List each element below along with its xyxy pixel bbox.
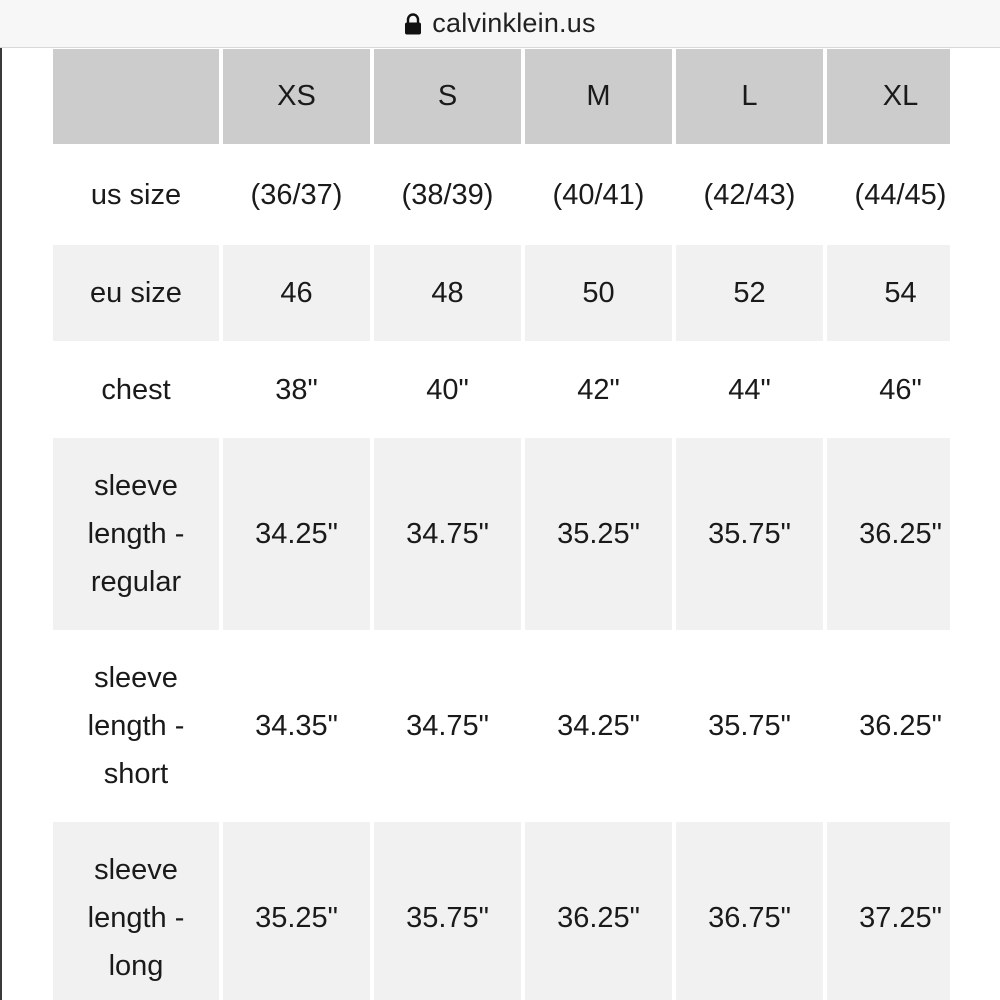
- table-cell: 54: [827, 245, 950, 341]
- header-cell-empty: [53, 49, 219, 144]
- table-cell: 50: [525, 245, 672, 341]
- header-row: [53, 49, 950, 144]
- row-label: sleeve length - regular: [53, 438, 219, 630]
- table-cell: 42": [525, 341, 672, 438]
- table-cell: 46: [223, 245, 370, 341]
- table-cell: 36.25": [827, 630, 950, 822]
- table-cell: 44": [676, 341, 823, 438]
- header-cell-s: S: [374, 49, 521, 144]
- table-cell: 52: [676, 245, 823, 341]
- row-label: eu size: [53, 245, 219, 341]
- address-bar[interactable]: [0, 0, 1000, 48]
- table-row: [53, 438, 950, 630]
- table-cell: 40": [374, 341, 521, 438]
- table-cell: 36.25": [827, 438, 950, 630]
- url-text: calvinklein.us: [432, 8, 596, 38]
- table-cell: 36.75": [676, 822, 823, 1000]
- table-row: [53, 341, 950, 438]
- size-chart-table: [53, 49, 950, 1000]
- row-label: sleeve length - short: [53, 630, 219, 822]
- table-cell: (38/39): [374, 144, 521, 245]
- table-cell: 35.75": [676, 630, 823, 822]
- header-cell-l: L: [676, 49, 823, 144]
- table-cell: 34.25": [223, 438, 370, 630]
- table-cell: 35.25": [223, 822, 370, 1000]
- table-row: [53, 822, 950, 1000]
- table-cell: 38": [223, 341, 370, 438]
- table-cell: 35.75": [374, 822, 521, 1000]
- table-cell: 34.75": [374, 438, 521, 630]
- table-cell: 34.75": [374, 630, 521, 822]
- row-label: us size: [53, 144, 219, 245]
- table-row: [53, 245, 950, 341]
- table-cell: 48: [374, 245, 521, 341]
- table-row: [53, 144, 950, 245]
- table-cell: 35.75": [676, 438, 823, 630]
- url-display[interactable]: [404, 8, 595, 39]
- table-cell: 34.25": [525, 630, 672, 822]
- table-cell: (42/43): [676, 144, 823, 245]
- header-cell-xl: XL: [827, 49, 950, 144]
- row-label: chest: [53, 341, 219, 438]
- table-cell: 35.25": [525, 438, 672, 630]
- header-cell-xs: XS: [223, 49, 370, 144]
- header-cell-m: M: [525, 49, 672, 144]
- table-cell: 36.25": [525, 822, 672, 1000]
- table-cell: (40/41): [525, 144, 672, 245]
- table-cell: 46": [827, 341, 950, 438]
- window-edge: [0, 48, 2, 1000]
- table-cell: (44/45): [827, 144, 950, 245]
- table-cell: (36/37): [223, 144, 370, 245]
- table-cell: 34.35": [223, 630, 370, 822]
- lock-icon: [404, 13, 422, 35]
- table-row: [53, 630, 950, 822]
- size-chart-container: [53, 49, 950, 1000]
- table-cell: 37.25": [827, 822, 950, 1000]
- row-label: sleeve length - long: [53, 822, 219, 1000]
